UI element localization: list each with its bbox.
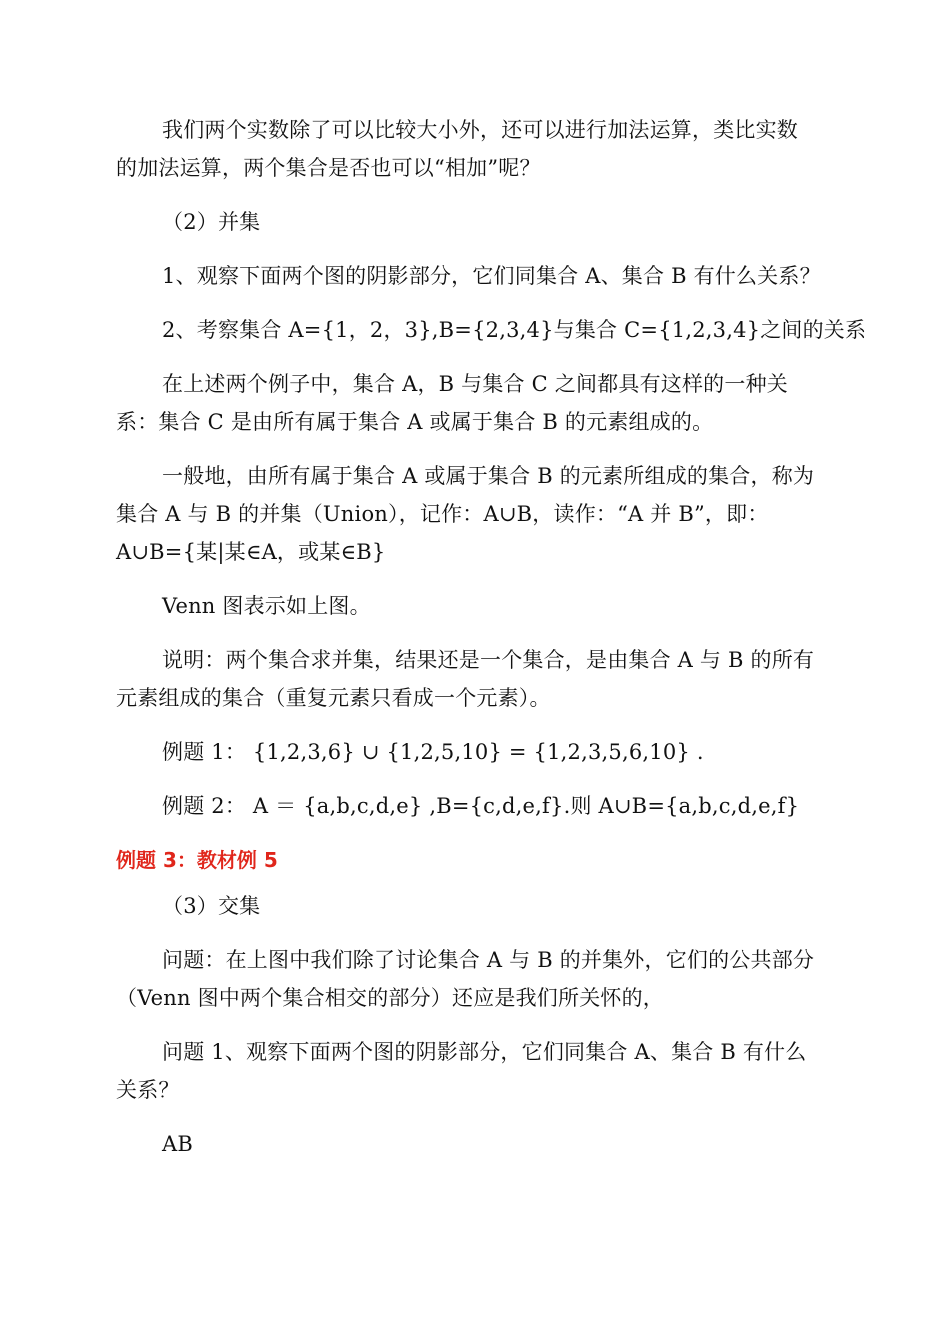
paragraph-intro-line-1: 我们两个实数除了可以比较大小外，还可以进行加法运算，类比实数: [162, 118, 798, 142]
ab-label: AB: [162, 1132, 193, 1156]
paragraph-definition-line-1: 一般地，由所有属于集合 A 或属于集合 B 的元素所组成的集合，称为: [162, 464, 815, 488]
section-heading-intersection: （3）交集: [162, 894, 261, 918]
section-heading-union: （2）并集: [162, 210, 261, 234]
problem-line-2: （Venn 图中两个集合相交的部分）还应是我们所关怀的，: [116, 986, 664, 1010]
union-formula: A∪B={某|某∈A，或某∈B}: [116, 540, 386, 564]
explanation-line-1: 说明：两个集合求并集，结果还是一个集合，是由集合 A 与 B 的所有: [162, 648, 815, 672]
question-line-1: 1、观察下面两个图的阴影部分，它们同集合 A、集合 B 有什么关系？: [162, 264, 821, 288]
example-1: 例题 1： {1,2,3,6} ∪ {1,2,5,10} = {1,2,3,5,6,10} .: [162, 740, 704, 764]
example-2: 例题 2： A ＝ {a,b,c,d,e} ,B={c,d,e,f}.则 A∪B={a,b,c,d,e,f}: [162, 794, 800, 818]
example-3-heading: 例题 3：教材例 5: [116, 848, 278, 872]
paragraph-definition-line-2: 集合 A 与 B 的并集（Union），记作：A∪B，读作：“A 并 B”，即：: [116, 502, 769, 526]
problem-1-line-2: 关系？: [116, 1078, 180, 1102]
paragraph-examples-line-1: 在上述两个例子中，集合 A，B 与集合 C 之间都具有这样的一种关: [162, 372, 788, 396]
problem-line-1: 问题：在上图中我们除了讨论集合 A 与 B 的并集外，它们的公共部分: [162, 948, 815, 972]
venn-note: Venn 图表示如上图。: [162, 594, 371, 618]
problem-1-line-1: 问题 1、观察下面两个图的阴影部分，它们同集合 A、集合 B 有什么: [162, 1040, 807, 1064]
question-line-2: 2、考察集合 A={1，2，3},B={2,3,4}与集合 C={1,2,3,4}之间的关系: [162, 318, 867, 342]
paragraph-examples-line-2: 系：集合 C 是由所有属于集合 A 或属于集合 B 的元素组成的。: [116, 410, 714, 434]
explanation-line-2: 元素组成的集合（重复元素只看成一个元素）。: [116, 686, 551, 710]
paragraph-intro-line-2: 的加法运算，两个集合是否也可以“相加”呢？: [116, 156, 541, 180]
